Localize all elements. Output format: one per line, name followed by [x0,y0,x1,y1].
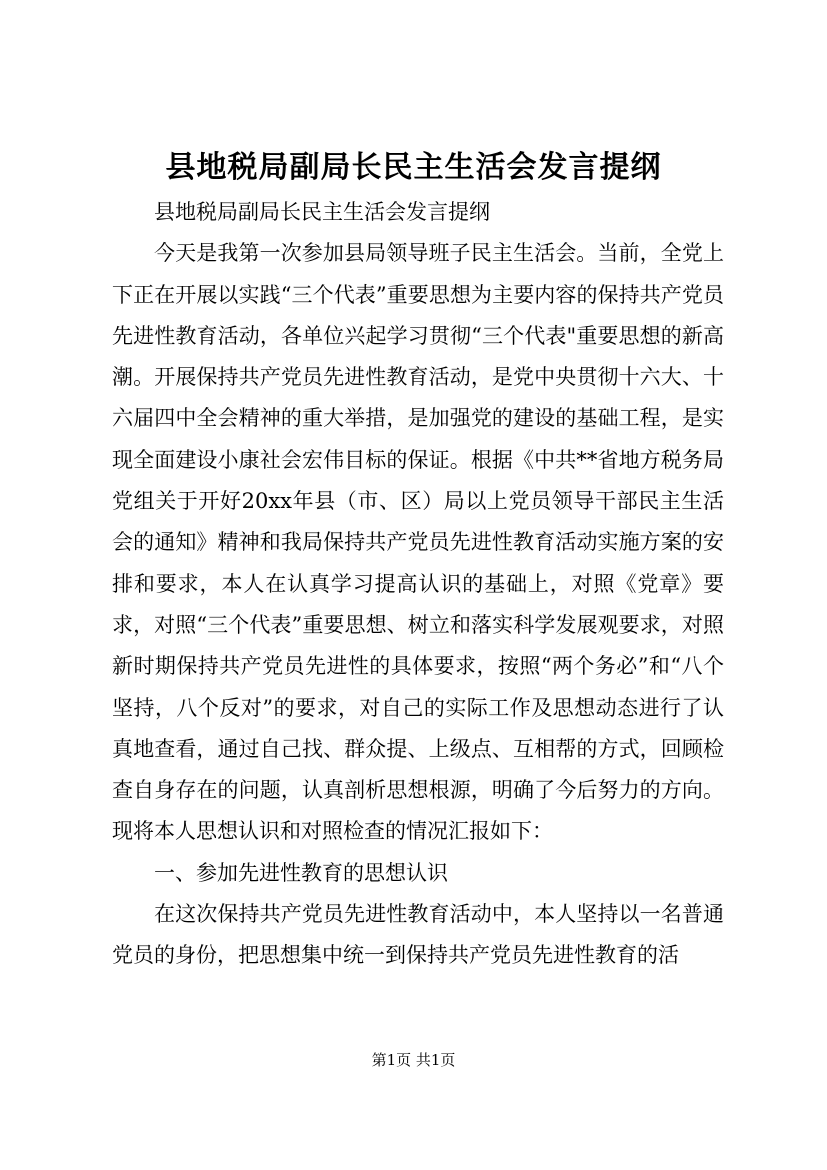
page-number: 第1页 共1页 [371,1051,456,1069]
section-heading: 一、参加先进性教育的思想认识 [154,860,448,885]
subtitle-paragraph: 县地税局副局长民主生活会发言提纲 [154,200,490,224]
document-body [112,192,724,977]
body-paragraph: 在这次保持共产党员先进性教育活动中，本人坚持以一名普通党员的身份，把思想集中统一到保持共产党员先进性教育的活 [112,902,724,968]
document-title: 县地税局副局长民主生活会发言提纲 [165,150,662,185]
intro-paragraph: 今天是我第一次参加县局领导班子民主生活会。当前，全党上下正在开展以实践“三个代表”重要思想为主要内容的保持共产党员先进性教育活动，各单位兴起学习贯彻“三个代表"重要思想的新高潮。开展保持共产党员先进性教育活动，是党中央贯彻十六大、十六届四中全会精神的重大举措，是加强党的建设的基础工程，是实现全面建设小康社会宏伟目标的保证。根据《中共**省地方税务局党组关于开好20xx年县（市、区）局以上党员领导干部民主生活会的通知》精神和我局保持共产党员先进性教育活动实施方案的安排和要求，本人在认真学习提高认识的基础上，对照《党章》要求，对照“三个代表”重要思想、树立和落实科学发展观要求，对照新时期保持共产党员先进性的具体要求，按照“两个务必”和“八个坚持，八个反对”的要求，对自己的实际工作及思想动态进行了认真地查看，通过自己找、群众提、上级点、互相帮的方式，回顾检查自身存在的问题，认真剖析思想根源，明确了今后努力的方向。现将本人思想认识和对照检查的情况汇报如下： [112,241,724,844]
